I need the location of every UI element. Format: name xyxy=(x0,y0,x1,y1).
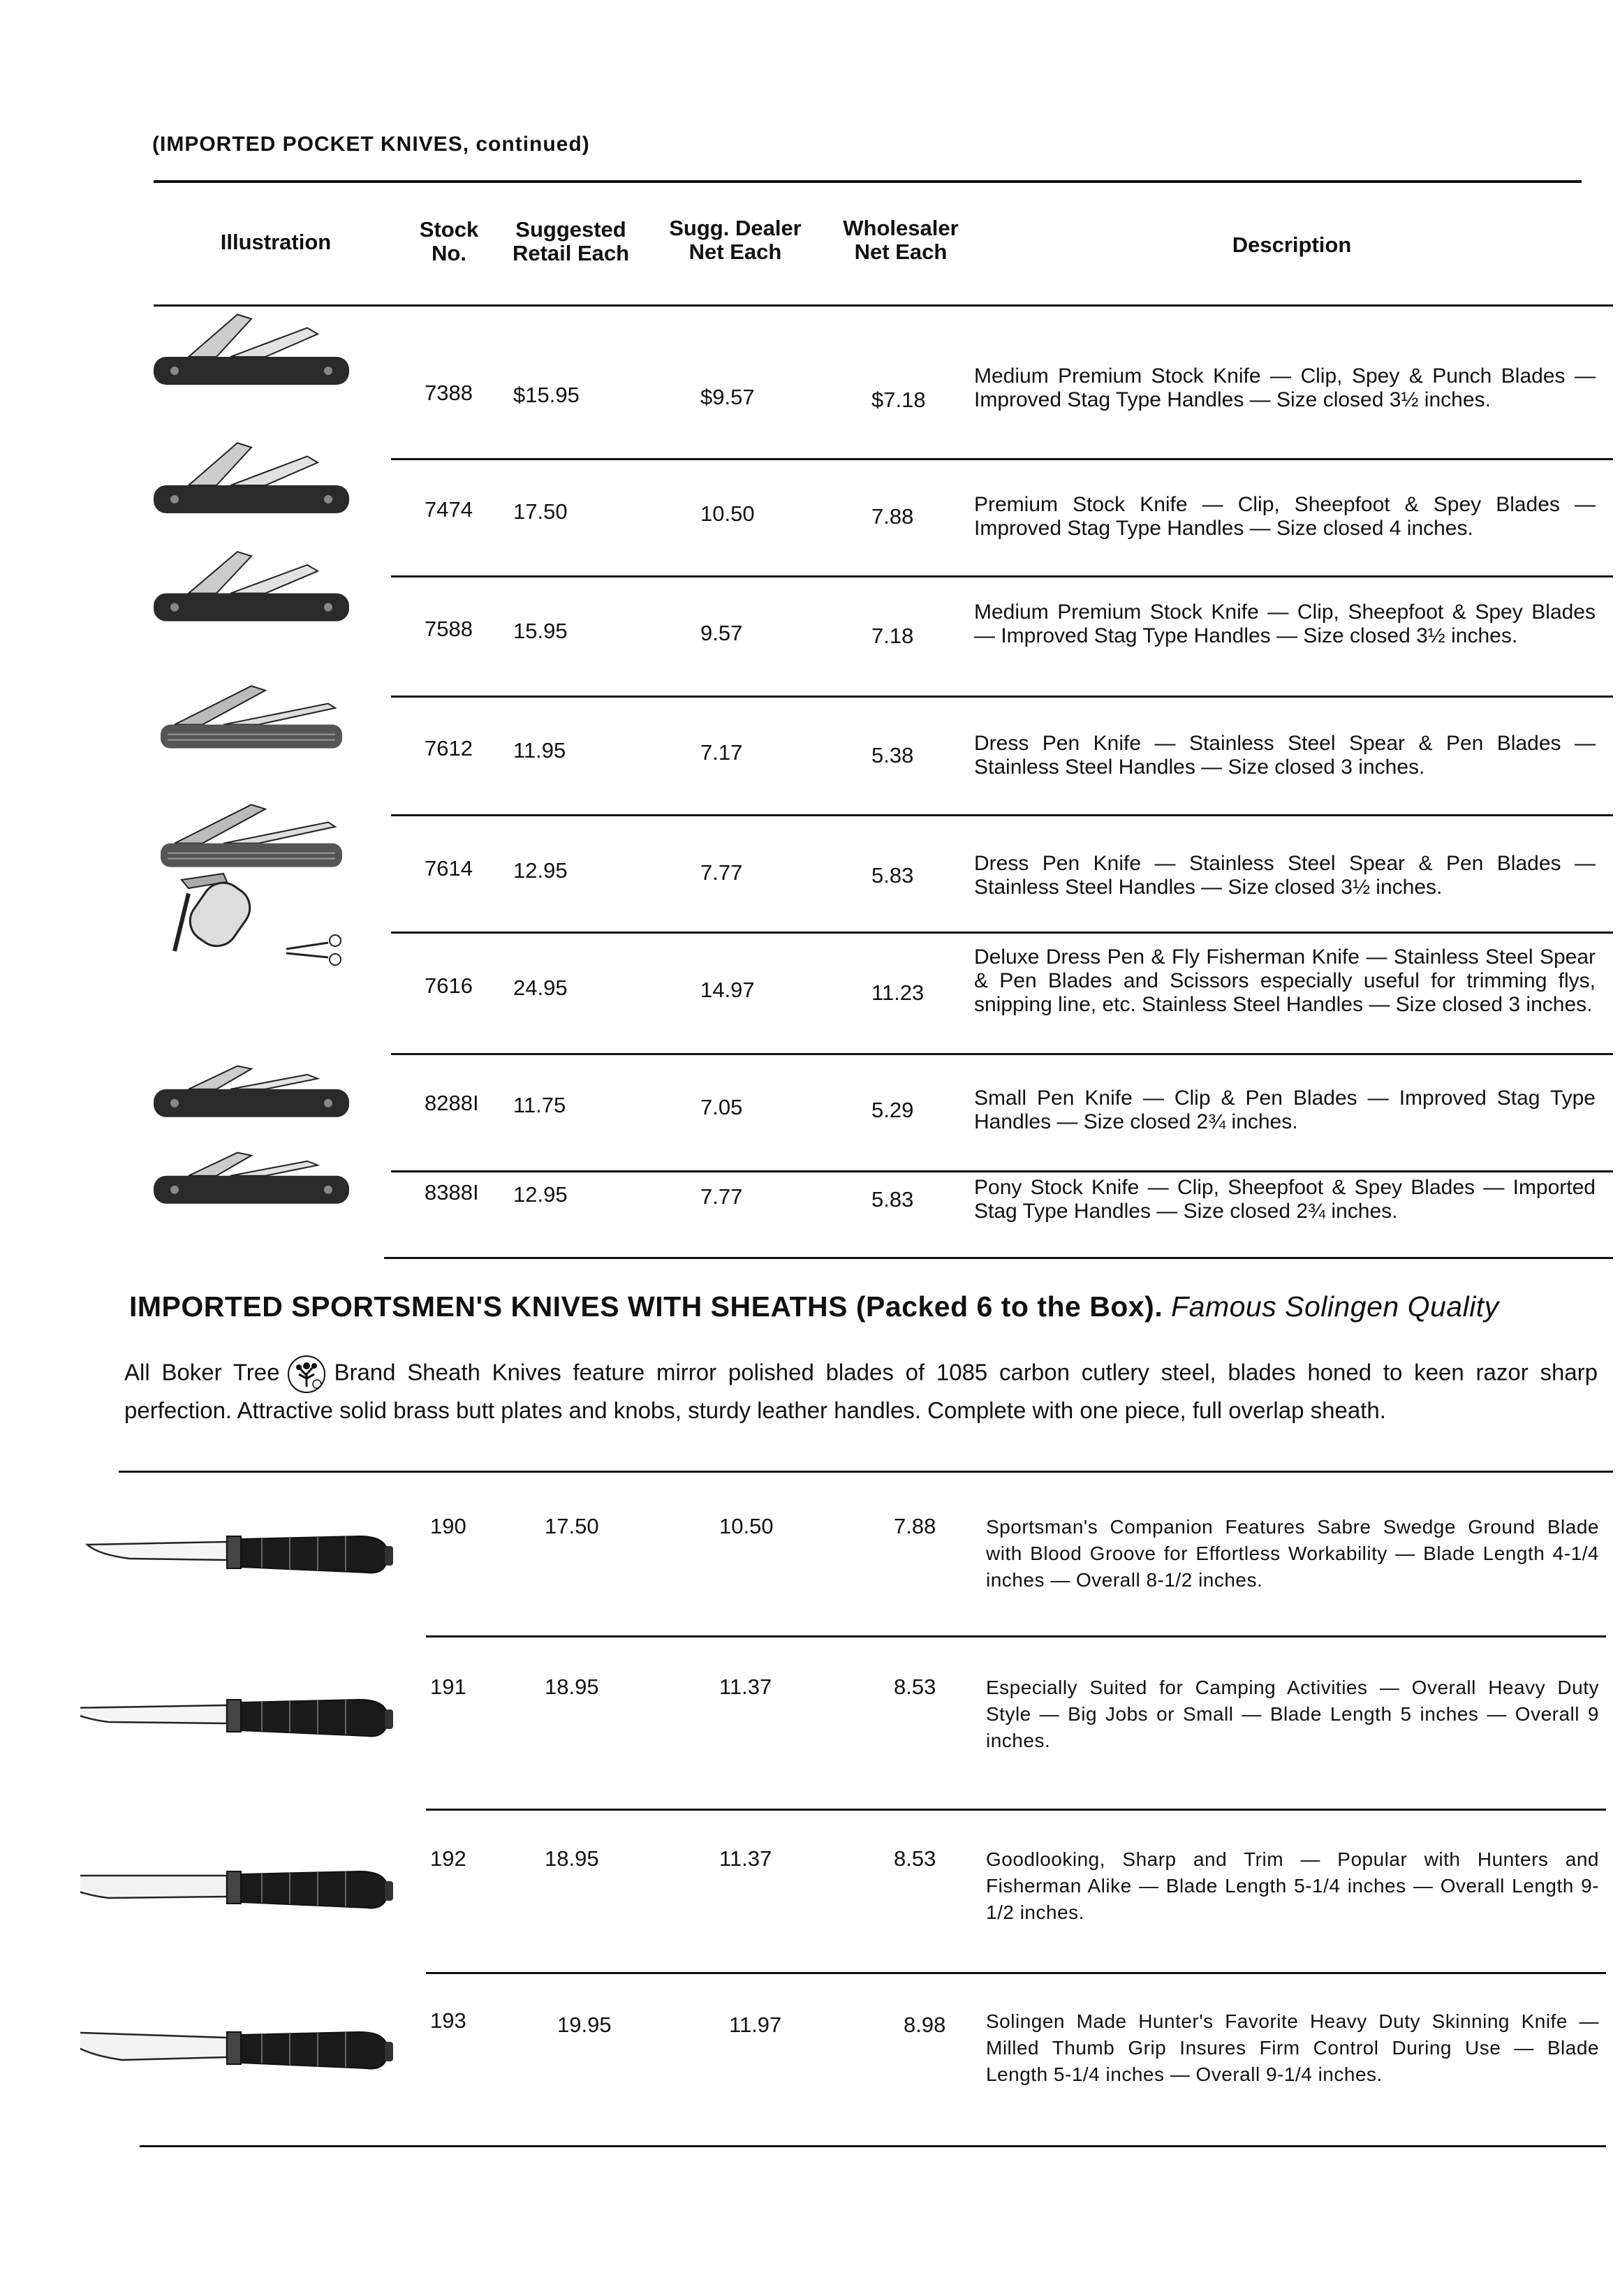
dealer-price: 9.57 xyxy=(700,621,743,645)
retail-price: 18.95 xyxy=(545,1846,599,1871)
section-title-italic: Famous Solingen Quality xyxy=(1171,1290,1499,1323)
dealer-price: $9.57 xyxy=(700,385,755,409)
knife-description: Medium Premium Stock Knife — Clip, Spey & Punch Blades — Improved Stag Type Handles — Size closed 3½ inches. xyxy=(974,365,1596,411)
dealer-price: 14.97 xyxy=(700,978,755,1002)
knife-illustration xyxy=(147,867,356,972)
retail-price: 19.95 xyxy=(557,2012,612,2037)
knife-illustration xyxy=(80,1515,402,1592)
stock-no: 193 xyxy=(430,2008,466,2033)
three-blade-stock-knife-icon xyxy=(147,545,356,633)
intro-after-logo: Brand Sheath Knives feature mirror polished blades of 1085 carbon cutlery steel, blades honed to keen razor sharp perfection. Attractive solid brass butt plates and knobs, sturdy leather handles. Complete with one piece, full overlap sheath. xyxy=(124,1359,1598,1423)
knife-description: Solingen Made Hunter's Favorite Heavy Duty Skinning Knife — Milled Thumb Grip Insures Firm Control During Use — Blade Length 5-1/4 inches — Overall 9-1/4 inches. xyxy=(986,2010,1599,2085)
row-rule xyxy=(391,1053,1613,1055)
knife-illustration xyxy=(147,1148,356,1205)
section-title-main: IMPORTED SPORTSMEN'S KNIVES WITH SHEATHS (Packed 6 to the Box). xyxy=(129,1290,1163,1323)
knife-illustration xyxy=(80,1850,402,1927)
retail-price: 11.95 xyxy=(513,738,566,763)
knife-illustration xyxy=(147,1061,356,1119)
header-dealer-net: Sugg. Dealer Net Each xyxy=(669,216,802,264)
row-rule xyxy=(384,1257,1613,1259)
stock-no: 8388I xyxy=(425,1180,479,1205)
small-pen-knife-icon xyxy=(147,1061,356,1119)
stock-no: 8288I xyxy=(425,1091,479,1115)
knife-description: Dress Pen Knife — Stainless Steel Spear & Pen Blades — Stainless Steel Handles — Size closed 3 inches. xyxy=(974,732,1596,779)
knife-illustration xyxy=(80,2011,402,2088)
wholesale-price: 8.98 xyxy=(904,2012,946,2037)
row-rule xyxy=(426,1809,1606,1811)
row-rule xyxy=(391,814,1613,816)
knife-illustration xyxy=(147,436,356,525)
stock-no: 191 xyxy=(430,1675,466,1699)
scissors-knife-icon xyxy=(147,867,356,972)
pen-knife-icon xyxy=(147,675,356,763)
knife-illustration xyxy=(147,307,356,397)
row-rule xyxy=(391,575,1613,577)
section-title xyxy=(129,1290,1499,1323)
retail-price: 15.95 xyxy=(513,619,568,643)
wholesale-price: 7.88 xyxy=(871,504,914,529)
row-rule xyxy=(426,1635,1606,1638)
stock-no: 7588 xyxy=(425,617,473,641)
stock-no: 190 xyxy=(430,1514,466,1538)
knife-illustration xyxy=(147,545,356,633)
wholesale-price: 7.18 xyxy=(871,624,914,648)
continued-title: (IMPORTED POCKET KNIVES, continued) xyxy=(152,133,590,156)
header-rule xyxy=(154,304,1613,307)
sheath-knife-icon xyxy=(80,1679,402,1756)
dealer-price: 10.50 xyxy=(719,1514,774,1538)
wholesale-price: $7.18 xyxy=(871,388,926,412)
dealer-price: 10.50 xyxy=(700,501,755,526)
dealer-price: 11.37 xyxy=(719,1675,772,1699)
row-rule xyxy=(391,458,1613,460)
retail-price: 17.50 xyxy=(545,1514,599,1538)
stock-no: 7388 xyxy=(425,381,473,405)
row-rule xyxy=(391,1170,1613,1172)
dealer-price: 7.77 xyxy=(700,860,743,885)
retail-price: 12.95 xyxy=(513,1182,568,1207)
header-illustration: Illustration xyxy=(220,230,332,254)
row-rule xyxy=(391,696,1613,698)
row-rule xyxy=(140,2145,1606,2147)
section-rule xyxy=(119,1471,1613,1473)
dealer-price: 11.97 xyxy=(729,2012,782,2037)
boker-tree-logo-icon xyxy=(282,1353,331,1395)
header-wholesaler-net: Wholesaler Net Each xyxy=(843,216,959,264)
knife-description: Especially Suited for Camping Activities — Overall Heavy Duty Style — Big Jobs or Small — Blade Length 5 inches — Overall 9 inches. xyxy=(986,1677,1599,1751)
hunting-knife-icon xyxy=(80,1850,402,1927)
retail-price: 18.95 xyxy=(545,1675,599,1699)
dealer-price: 7.77 xyxy=(700,1184,743,1209)
three-blade-stock-knife-icon xyxy=(147,307,356,397)
pony-stock-knife-icon xyxy=(147,1148,356,1205)
header-suggested-retail: Suggested Retail Each xyxy=(512,217,630,265)
wholesale-price: 8.53 xyxy=(894,1675,936,1699)
wholesale-price: 5.83 xyxy=(871,1187,914,1212)
knife-description: Deluxe Dress Pen & Fly Fisherman Knife — Stainless Steel Spear & Pen Blades and Scissors especially useful for trimming flys, snipping line, etc. Stainless Steel Handles — Size closed 3 inches. xyxy=(974,945,1596,1016)
retail-price: 17.50 xyxy=(513,499,568,524)
row-rule xyxy=(426,1972,1606,1974)
knife-illustration xyxy=(147,675,356,763)
section-intro xyxy=(124,1353,1598,1425)
stock-no: 192 xyxy=(430,1846,466,1871)
wholesale-price: 7.88 xyxy=(894,1514,936,1538)
knife-description: Sportsman's Companion Features Sabre Swedge Ground Blade with Blood Groove for Effortless Workability — Blade Length 4-1/4 inches — Overall 8-1/2 inches. xyxy=(986,1516,1599,1591)
retail-price: 11.75 xyxy=(513,1093,566,1117)
retail-price: $15.95 xyxy=(513,383,580,407)
stock-no: 7612 xyxy=(425,736,473,760)
knife-description: Dress Pen Knife — Stainless Steel Spear & Pen Blades — Stainless Steel Handles — Size closed 3½ inches. xyxy=(974,852,1596,899)
header-stock-no: Stock No. xyxy=(419,217,479,265)
wholesale-price: 5.83 xyxy=(871,863,914,888)
wholesale-price: 5.29 xyxy=(871,1098,914,1122)
knife-description: Premium Stock Knife — Clip, Sheepfoot & Spey Blades — Improved Stag Type Handles — Size closed 4 inches. xyxy=(974,493,1596,540)
stock-no: 7474 xyxy=(425,497,473,522)
stock-no: 7616 xyxy=(425,973,473,998)
header-description: Description xyxy=(1232,233,1352,257)
stock-no: 7614 xyxy=(425,856,473,881)
wholesale-price: 8.53 xyxy=(894,1846,936,1871)
knife-illustration xyxy=(80,1679,402,1756)
dealer-price: 7.05 xyxy=(700,1095,743,1119)
skinning-knife-icon xyxy=(80,2011,402,2088)
wholesale-price: 5.38 xyxy=(871,743,914,767)
retail-price: 12.95 xyxy=(513,858,568,883)
dealer-price: 7.17 xyxy=(700,740,743,765)
stock-knife-icon xyxy=(147,436,356,525)
dealer-price: 11.37 xyxy=(719,1846,772,1871)
intro-before-logo: All Boker Tree xyxy=(124,1359,280,1385)
knife-description: Pony Stock Knife — Clip, Sheepfoot & Spey Blades — Imported Stag Type Handles — Size closed 2¾ inches. xyxy=(974,1176,1596,1223)
top-rule xyxy=(154,180,1582,183)
sheath-knife-icon xyxy=(80,1515,402,1592)
wholesale-price: 11.23 xyxy=(871,980,925,1005)
knife-description: Goodlooking, Sharp and Trim — Popular with Hunters and Fisherman Alike — Blade Length 5-1/4 inches — Overall Length 9-1/2 inches. xyxy=(986,1848,1599,1923)
row-rule xyxy=(391,932,1613,934)
knife-description: Medium Premium Stock Knife — Clip, Sheepfoot & Spey Blades — Improved Stag Type Handles — Size closed 3½ inches. xyxy=(974,601,1596,647)
knife-description: Small Pen Knife — Clip & Pen Blades — Improved Stag Type Handles — Size closed 2¾ inches. xyxy=(974,1087,1596,1133)
retail-price: 24.95 xyxy=(513,976,568,1000)
